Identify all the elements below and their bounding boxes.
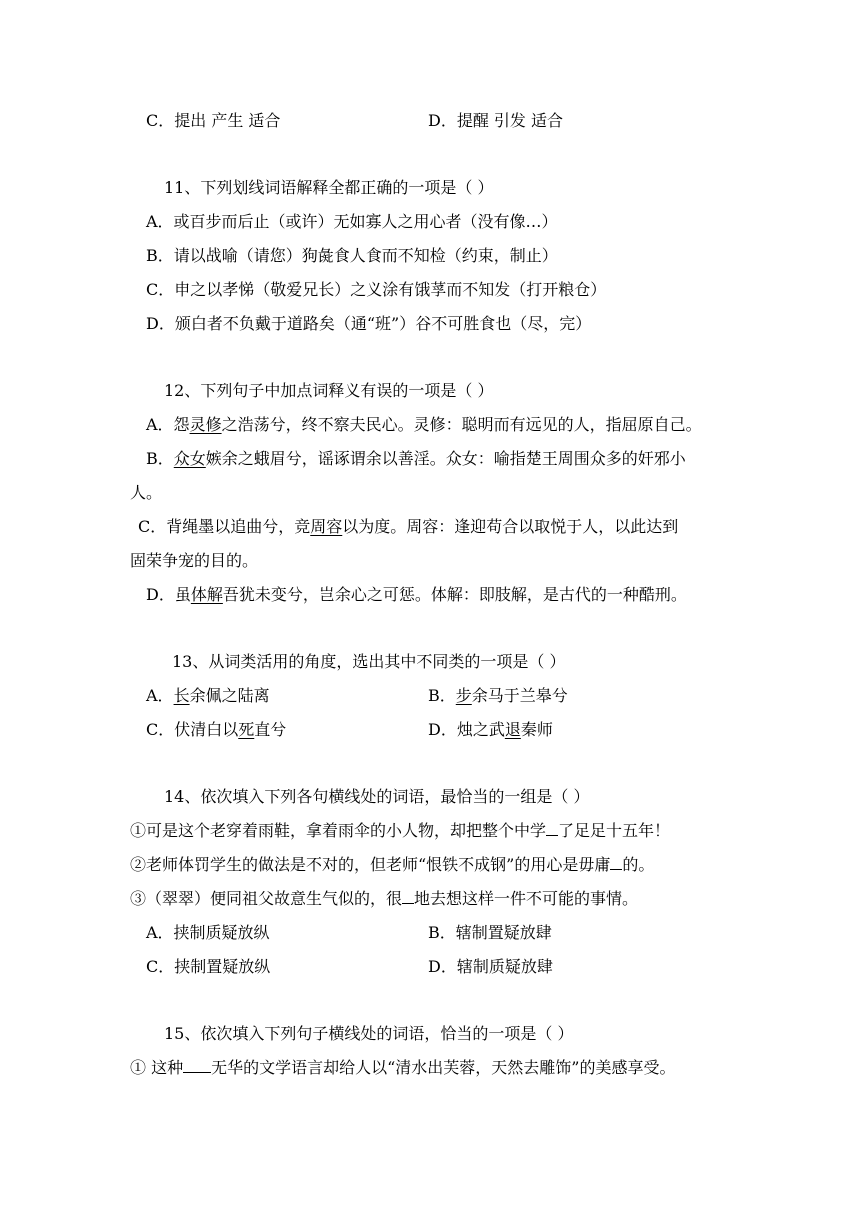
- q14-option-c: C．挟制置疑放纵: [146, 957, 271, 976]
- q14-s3-post: 地去想这样一件不可能的事情。: [414, 889, 639, 908]
- q14-s2-pre: ②老师体罚学生的做法是不对的，但老师“恨铁不成钢”的用心是毋庸: [130, 855, 611, 874]
- q12-d-pre: D．虽: [146, 585, 191, 604]
- q12-b-underlined: 众女: [173, 449, 206, 468]
- q12-option-b-cont: 人。: [130, 483, 163, 502]
- q14-s3-pre: ③（翠翠）便同祖父故意生气似的，很: [130, 889, 403, 908]
- q12-option-c: [138, 516, 678, 538]
- q14-sentence-1: [130, 820, 670, 842]
- q10-option-d: D．提醒 引发 适合: [428, 111, 564, 130]
- q14-s2-post: 的。: [622, 855, 655, 874]
- q15-s1-pre: ① 这种: [130, 1058, 184, 1077]
- q14-option-d: D．辖制质疑放肆: [428, 957, 553, 976]
- q12-a-post: 之浩荡兮，终不察夫民心。灵修：聪明而有远见的人，指屈原自己。: [221, 415, 702, 434]
- q15-s1-post: 无华的文学语言却给人以“清水出芙蓉，天然去雕饰”的美感享受。: [211, 1058, 676, 1077]
- q14-s1-pre: ①可是这个老穿着雨鞋，拿着雨伞的小人物，却把整个中学: [130, 821, 547, 840]
- q12-c-pre: C．背绳墨以追曲兮，竞: [138, 517, 311, 536]
- q13-option-b: [428, 685, 568, 707]
- q12-c-post: 以为度。周容：逢迎苟合以取悦于人，以此达到: [342, 517, 679, 536]
- q14-sentence-2: [130, 854, 654, 876]
- q12-a-pre: A．怨: [146, 415, 190, 434]
- q14-option-b: B．辖制置疑放肆: [428, 923, 552, 942]
- q13-c-post: 直兮: [254, 720, 287, 739]
- q11-stem: 11、下列划线词语解释全都正确的一项是（ ）: [164, 178, 494, 197]
- q13-option-a: [146, 685, 270, 707]
- q14-option-a: A．挟制质疑放纵: [146, 923, 270, 942]
- q14-s1-post: 了足足十五年！: [558, 821, 671, 840]
- q13-c-underlined: 死: [238, 720, 255, 739]
- q12-d-post: 吾犹未变兮，岂余心之可惩。体解：即肢解，是古代的一种酷刑。: [222, 585, 687, 604]
- q13-option-c: [146, 719, 286, 741]
- q12-a-underlined: 灵修: [189, 415, 222, 434]
- q12-b-post: 嫉余之蛾眉兮，谣诼谓余以善淫。众女：喻指楚王周围众多的奸邪小: [205, 449, 686, 468]
- q13-stem: 13、从词类活用的角度，选出其中不同类的一项是（ ）: [172, 652, 566, 671]
- q13-b-pre: B．: [428, 686, 456, 705]
- q12-stem: 12、下列句子中加点词释义有误的一项是（ ）: [164, 381, 494, 400]
- q13-a-underlined: 长: [173, 686, 190, 705]
- q12-c-underlined: 周容: [310, 517, 343, 536]
- q13-a-pre: A．: [146, 686, 174, 705]
- q12-d-underlined: 体解: [190, 585, 223, 604]
- q12-option-c-cont: 固荣争宠的目的。: [130, 551, 259, 570]
- q13-d-post: 秦师: [520, 720, 553, 739]
- q14-s2-blank: [610, 854, 622, 870]
- q12-option-d: [146, 584, 687, 606]
- q14-s3-blank: [402, 888, 414, 904]
- q13-b-post: 余马于兰皋兮: [471, 686, 568, 705]
- q13-d-underlined: 退: [504, 720, 521, 739]
- q15-stem: 15、依次填入下列句子横线处的词语，恰当的一项是（ ）: [164, 1024, 574, 1043]
- q11-option-a: A．或百步而后止（或许）无如寡人之用心者（没有像…）: [146, 212, 558, 231]
- q15-s1-blank: [183, 1057, 211, 1073]
- q15-sentence-1: [130, 1057, 675, 1079]
- q12-b-pre: B．: [146, 449, 174, 468]
- q13-c-pre: C．伏清白以: [146, 720, 239, 739]
- q13-option-d: [428, 719, 553, 741]
- q12-option-b: [146, 448, 686, 470]
- q11-option-c: C．申之以孝悌（敬爱兄长）之义涂有饿莩而不知发（打开粮仓）: [146, 280, 607, 299]
- q14-stem: 14、依次填入下列各句横线处的词语，最恰当的一组是（ ）: [164, 787, 590, 806]
- q11-option-d: D．颁白者不负戴于道路矣（通“班”）谷不可胜食也（尽，完）: [146, 314, 592, 333]
- q10-option-c: C．提出 产生 适合: [146, 111, 281, 130]
- q13-b-underlined: 步: [455, 686, 472, 705]
- q13-a-post: 余佩之陆离: [189, 686, 270, 705]
- q11-option-b: B．请以战喻（请您）狗彘食人食而不知检（约束，制止）: [146, 246, 558, 265]
- q14-s1-blank: [546, 820, 558, 836]
- q12-option-a: [146, 414, 702, 436]
- q13-d-pre: D．烛之武: [428, 720, 505, 739]
- q14-sentence-3: [130, 888, 638, 910]
